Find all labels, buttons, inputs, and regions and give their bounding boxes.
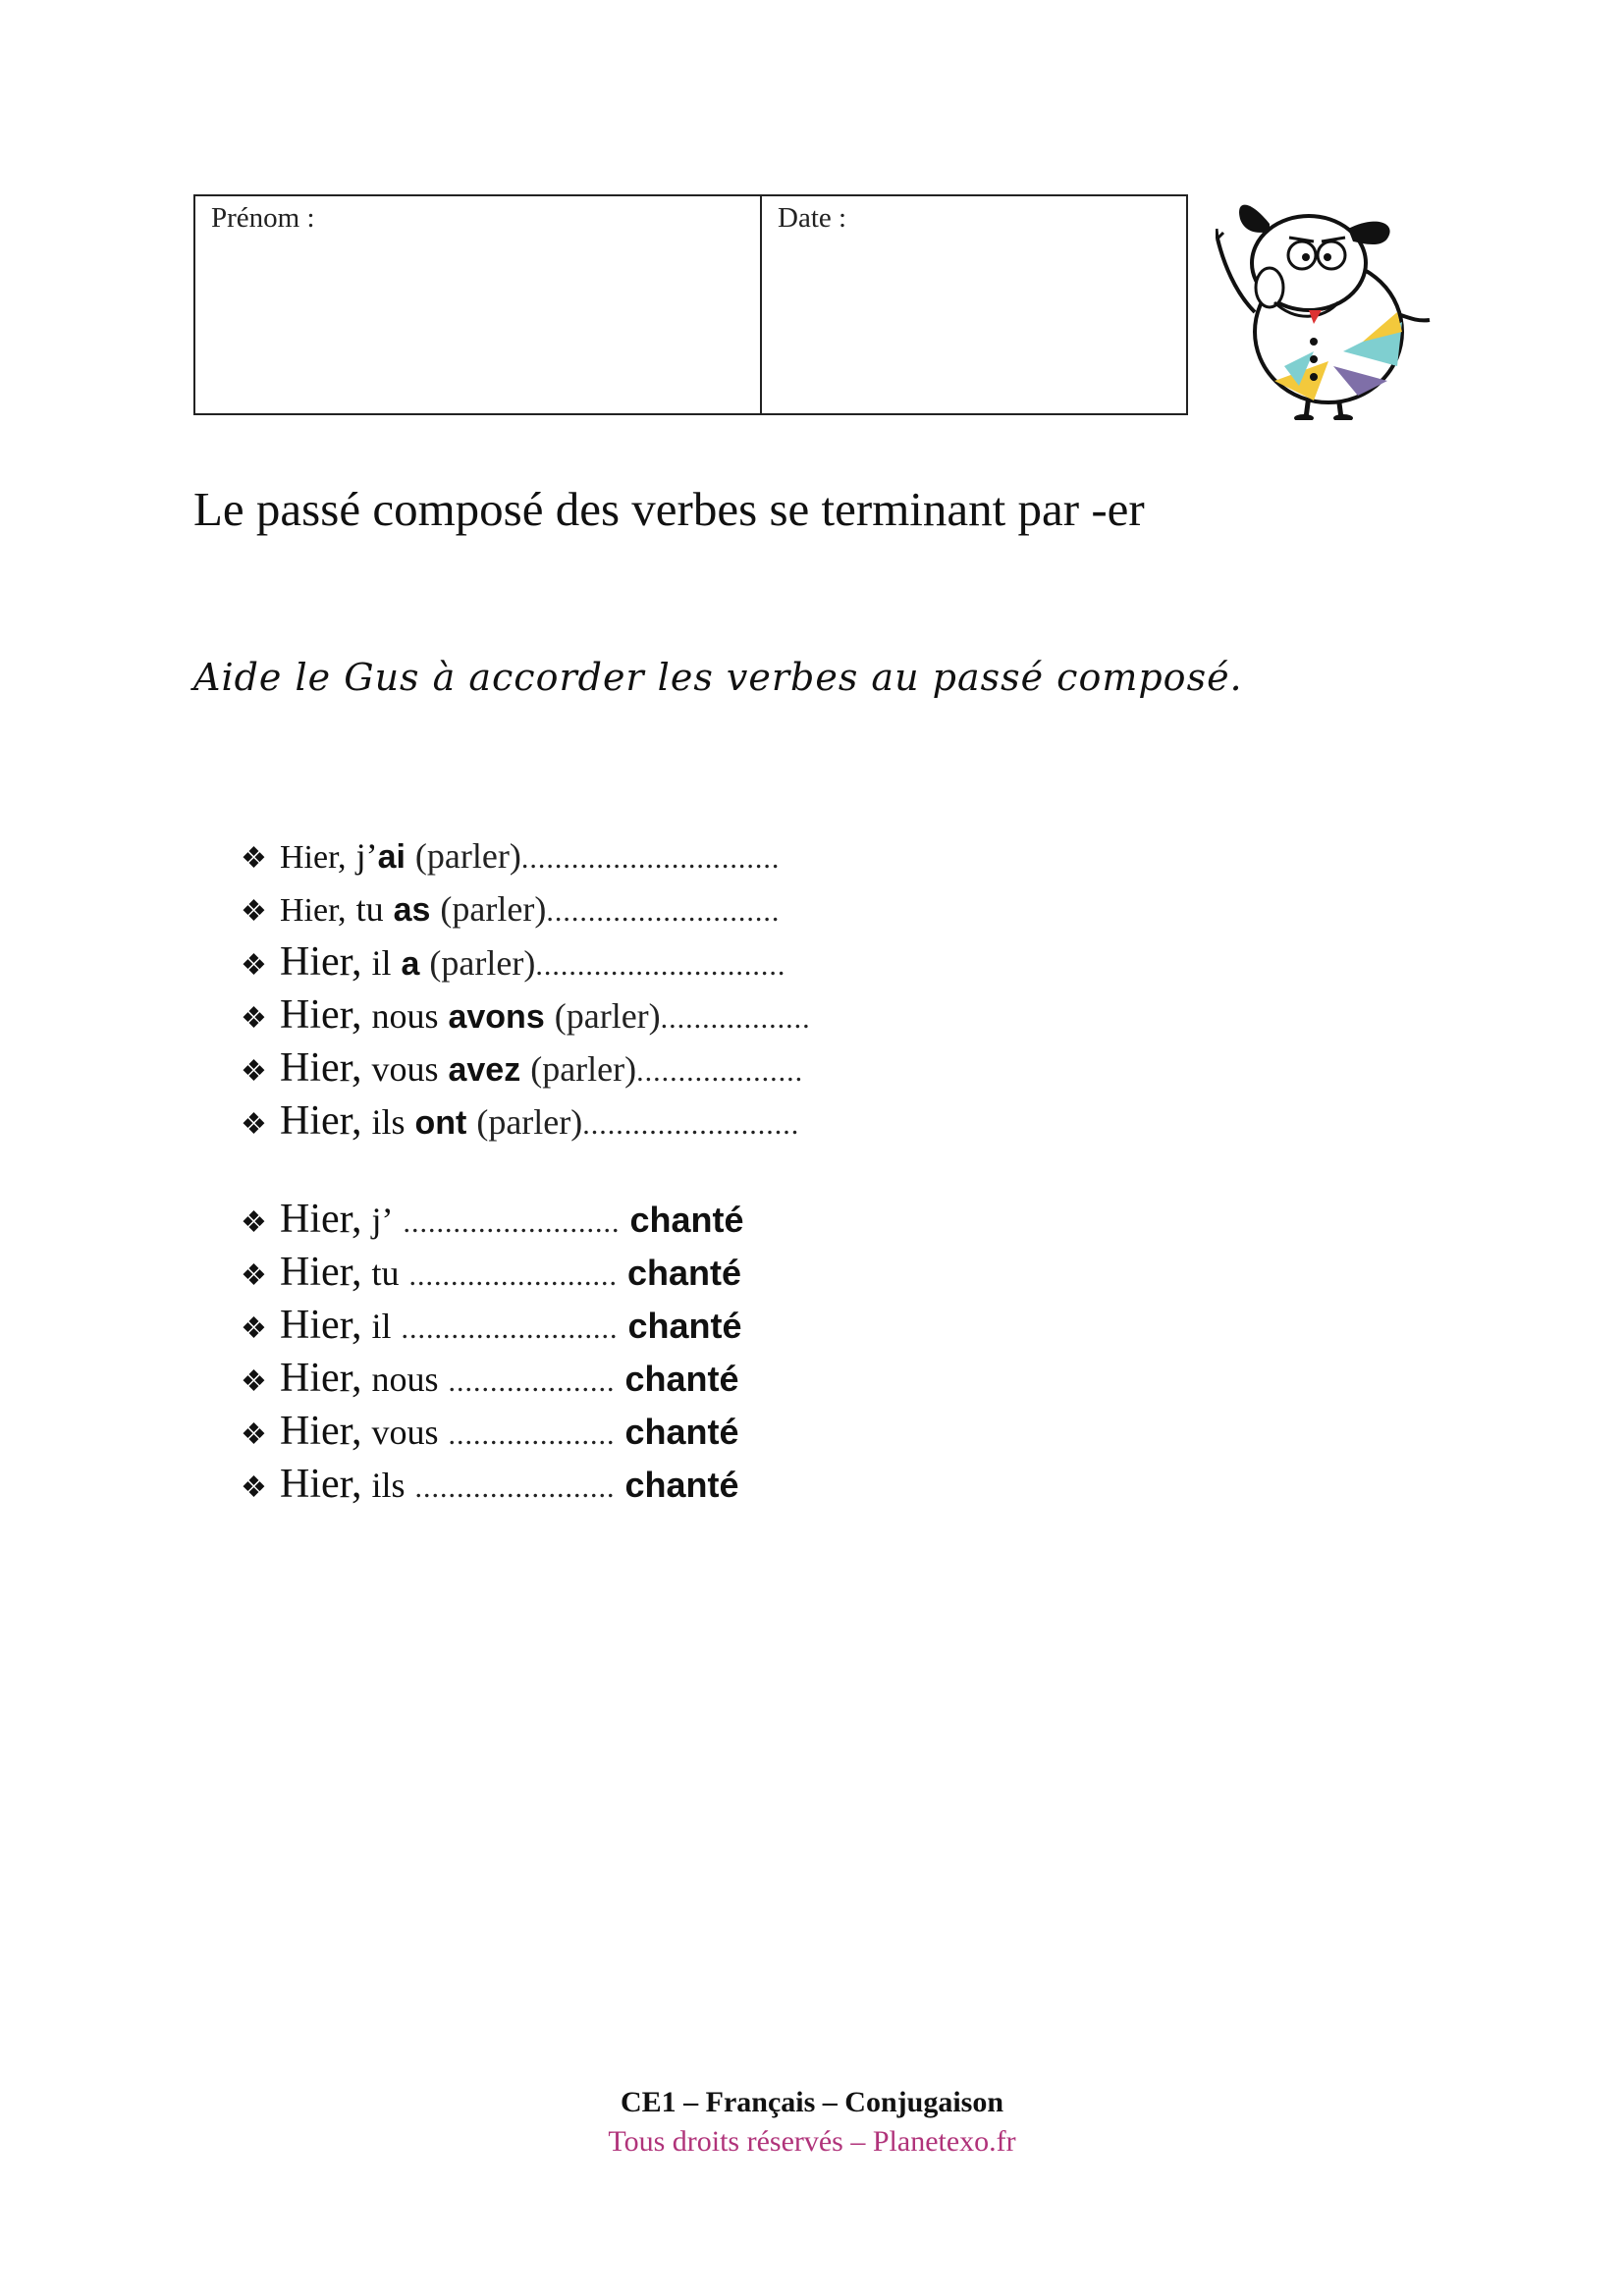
answer-blank[interactable]: ....................: [448, 1365, 616, 1398]
diamond-bullet-icon: ❖: [241, 1206, 267, 1239]
exercise-list-participle: [241, 1193, 744, 1511]
answer-blank[interactable]: ..........................: [582, 1108, 800, 1141]
gus-mascot-icon: [1216, 194, 1432, 420]
diamond-bullet-icon: ❖: [241, 1365, 267, 1398]
list-item: ❖ Hier, j’ ai (parler) ...............................: [241, 829, 811, 882]
list-item: ❖ Hier, tu ......................... chanté: [241, 1246, 744, 1299]
answer-blank[interactable]: .........................: [408, 1259, 618, 1292]
list-item: ❖ Hier, il .......................... chanté: [241, 1299, 744, 1352]
footer-copyright: Tous droits réservés – Planetexo.fr: [608, 2125, 1016, 2158]
answer-blank[interactable]: ..........................: [401, 1312, 619, 1345]
prenom-label: Prénom :: [211, 202, 315, 234]
diamond-bullet-icon: ❖: [241, 949, 267, 982]
diamond-bullet-icon: ❖: [241, 842, 267, 875]
exercise-list-auxiliary: [241, 829, 811, 1148]
diamond-bullet-icon: ❖: [241, 1471, 267, 1504]
prenom-field[interactable]: [195, 196, 762, 413]
diamond-bullet-icon: ❖: [241, 1108, 267, 1141]
date-label: Date :: [778, 202, 847, 234]
list-item: ❖ Hier, ils ont (parler) ..........................: [241, 1095, 811, 1148]
diamond-bullet-icon: ❖: [241, 1312, 267, 1345]
answer-blank[interactable]: ...............................: [520, 842, 781, 875]
list-item: ❖ Hier, tu as (parler) ............................: [241, 882, 811, 935]
list-item: ❖ Hier, nous avons (parler) ..................: [241, 988, 811, 1041]
student-info-box: [193, 194, 1188, 415]
page-title: Le passé composé des verbes se terminant par -er: [193, 482, 1145, 536]
answer-blank[interactable]: ..............................: [535, 949, 786, 982]
diamond-bullet-icon: ❖: [241, 895, 267, 928]
date-field[interactable]: [762, 196, 1186, 413]
list-item: ❖ Hier, nous .................... chanté: [241, 1352, 744, 1405]
diamond-bullet-icon: ❖: [241, 1259, 267, 1292]
diamond-bullet-icon: ❖: [241, 1002, 267, 1035]
answer-blank[interactable]: ..................: [660, 1002, 811, 1035]
list-item: ❖ Hier, vous avez (parler) ....................: [241, 1041, 811, 1095]
answer-blank[interactable]: ............................: [546, 895, 781, 928]
answer-blank[interactable]: ..........................: [403, 1206, 621, 1239]
answer-blank[interactable]: ....................: [636, 1055, 804, 1088]
list-item: ❖ Hier, il a (parler) ..............................: [241, 935, 811, 988]
answer-blank[interactable]: ........................: [414, 1471, 616, 1504]
exercise-instruction: Aide le Gus à accorder les verbes au passé composé.: [193, 656, 1243, 699]
answer-blank[interactable]: ....................: [448, 1418, 616, 1451]
list-item: ❖ Hier, vous .................... chanté: [241, 1405, 744, 1458]
diamond-bullet-icon: ❖: [241, 1418, 267, 1451]
list-item: ❖ Hier, j’ .......................... chanté: [241, 1193, 744, 1246]
list-item: ❖ Hier, ils ........................ chanté: [241, 1458, 744, 1511]
diamond-bullet-icon: ❖: [241, 1055, 267, 1088]
footer-subject: CE1 – Français – Conjugaison: [620, 2086, 1004, 2118]
